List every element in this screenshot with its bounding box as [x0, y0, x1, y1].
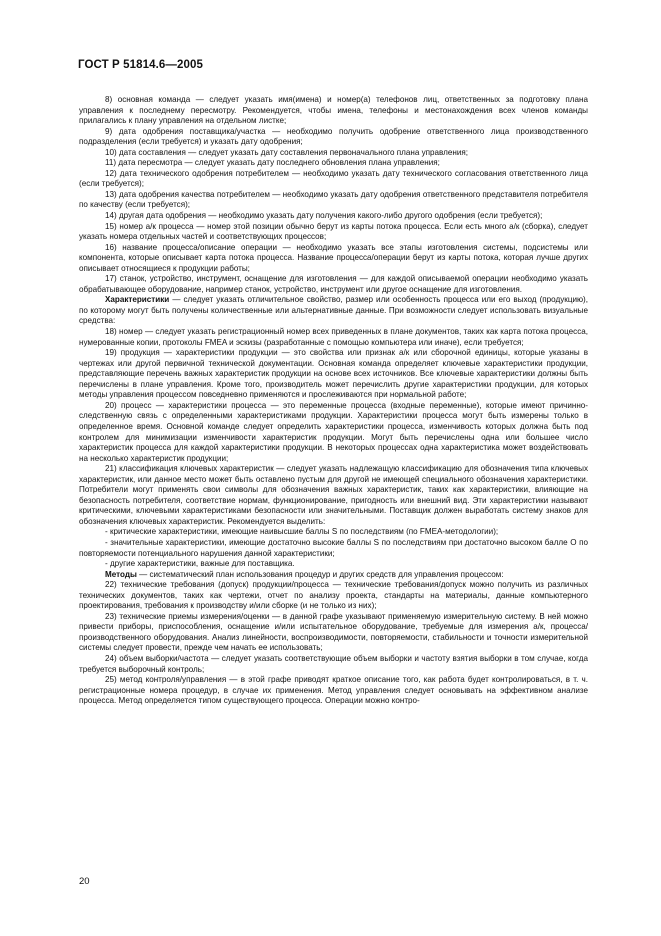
paragraph: 13) дата одобрения качества потребителем — необходимо указать дату одобрения ответственного представителя потребителя по качеству (если требуется); [79, 189, 588, 210]
paragraph: 8) основная команда — следует указать имя(имена) и номер(а) телефонов лиц, ответственных за подготовку плана управления к последнему пересмотру. Рекомендуется, чтобы имена, телефоны и местонахождения всех членов команды прилагались к плану управления на отдельном листке; [79, 95, 588, 126]
paragraph: 25) метод контроля/управления — в этой графе приводят краткое описание того, как работа будет контролироваться, в т. ч. регистрационные номера процедур, в случае их применения. Метод управления следует основывать на эффективном анализе процесса. Метод определяется типом существующего процесса. Операции можно контро- [79, 675, 588, 706]
section-term: Методы [105, 569, 137, 579]
paragraph: 18) номер — следует указать регистрационный номер всех приведенных в плане документов, таких как карта потока процесса, нумерованные копии, протоколы FMEA и эскизы (разработанные с помощью компьютера или иначе), если требуется; [79, 327, 588, 347]
document-header: ГОСТ Р 51814.6—2005 [78, 59, 203, 71]
paragraph: Методы — систематический план использования процедур и других средств для управления процессом: [105, 569, 504, 579]
paragraph: 15) номер а/к процесса — номер этой позиции обычно берут из карты потока процесса. Если есть много а/к (сборка), следует указать номера отдельных частей и соответствующих процессов; [79, 221, 588, 242]
page-number: 20 [79, 876, 90, 887]
paragraph: 11) дата пересмотра — следует указать дату последнего обновления плана управления; [105, 158, 440, 168]
paragraph: 20) процесс — характеристики процесса — это переменные процесса (входные переменные), которые имеют причинно-следственную связь с определенными характеристиками продукции. Характеристики процесса могут быть измерены только в определенное время. Основной команде следует определить характеристики процесса, изменчивость которых должна быть под контролем для минимизации изменчивости характеристик продукции. Могут быть перечислены одна или большее число характеристик процесса для каждой характеристики продукции. В некоторых процессах одна характеристика может воздействовать на несколько характеристик продукции; [79, 400, 588, 463]
paragraph: 19) продукция — характеристики продукции — это свойства или признак а/к или сборочной единицы, которые указаны в чертежах или другой первичной технической документации. Основная команда определяет ключевые характеристики продукции, представляющие перечень важных характеристик продукции на основе всех источников. Все ключевые характеристики должны быть перечислены в плане управления. Кроме того, производитель может перечислить другие характеристики продукции, для которых методы управления процессом повседневно применяются и прослеживаются при нормальной работе; [79, 348, 588, 400]
paragraph: 14) другая дата одобрения — необходимо указать дату получения какого-либо другого одобрения (если требуется); [105, 211, 543, 221]
paragraph: 21) классификация ключевых характеристик — следует указать надлежащую классификацию для обозначения типа ключевых характеристик, или данное место может быть оставлено пустым для другой не имеющей специального обозначения характеристики. Потребители могут применять свои символы для обозначения важных характеристик, таких как характеристики, влияющие на безопасность потребителя, соответствие нормам, функционирование, пригодность или внешний вид. Эти характеристики называют критическими, ключевыми характеристиками безопасности или значительными. Поставщик должен выработать систему знаков для обозначения ключевых характеристик. Рекомендуется выделить: [79, 464, 588, 526]
paragraph: Характеристики — следует указать отличительное свойство, размер или особенность процесса или его выход (продукцию), по которому могут быть получены количественные или альтернативные данные. При возможности следует использовать визуальные средства: [79, 295, 588, 326]
paragraph: 10) дата составления — следует указать дату составления первоначального плана управления; [105, 147, 468, 157]
paragraph: 16) название процесса/описание операции — необходимо указать все этапы изготовления системы, подсистемы или компонента, которые описывает карта потока процесса. Название процесса/операции берут из карты потока, которая лучше других описывает относящиеся к продукции работы; [79, 242, 588, 273]
paragraph: - другие характеристики, важные для поставщика. [105, 559, 295, 569]
paragraph: 12) дата технического одобрения потребителем — необходимо указать дату технического согласования ответственного лица (если требуется); [79, 168, 588, 189]
paragraph: 17) станок, устройство, инструмент, оснащение для изготовления — для каждой описываемой операции необходимо указать обрабатывающее оборудование, например станок, устройство, инструмент или другое оснащение для изготовления. [79, 274, 588, 294]
section-term: Характеристики [105, 295, 170, 305]
paragraph: 22) технические требования (допуск) продукции/процесса — технические требования/допуск можно получить из различных технических документов, таких как чертежи, отчет по анализу проекта, стандарты на материалы, данные компьютерного проектирования, требования к производству и/или сборке (и не только из них); [79, 580, 588, 611]
paragraph: 23) технические приемы измерения/оценки — в данной графе указывают применяемую измерительную систему. В ней можно привести приборы, приспособления, оснащение и/или испытательное оборудование, требуемые для измерения а/к, процесса/производственного оборудования. Анализ линейности, воспроизводимости, повторяемости, стабильности и точности измерительной системы следует провести, прежде чем начать ее использовать; [79, 611, 588, 653]
paragraph: 9) дата одобрения поставщика/участка — необходимо получить одобрение ответственного лица производственного подразделения (если требуется) и указать дату одобрения; [79, 126, 588, 147]
paragraph: - значительные характеристики, имеющие достаточно высокие баллы S по последствиям при достаточно высоком балле О по повторяемости потенциального нарушения данной характеристики; [79, 537, 588, 558]
paragraph: 24) объем выборки/частота — следует указать соответствующие объем выборки и частоту взятия выборки в том случае, когда требуется выборочный контроль; [79, 653, 588, 674]
paragraph: - критические характеристики, имеющие наивысшие баллы S по последствиям (по FMEA-методологии); [105, 527, 499, 537]
document-body [79, 95, 588, 707]
